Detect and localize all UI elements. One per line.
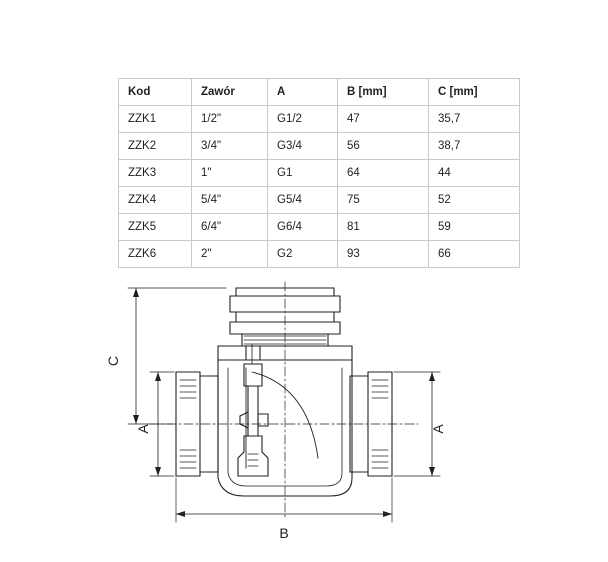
table-row — [119, 214, 520, 241]
cell-zawor: 1" — [192, 160, 268, 187]
cell-c: 66 — [429, 241, 520, 268]
cell-b: 56 — [338, 133, 429, 160]
column-header-kod: Kod — [119, 79, 192, 106]
a-right-arrow-top — [429, 372, 435, 381]
b-arrow-right — [383, 511, 392, 517]
cell-kod: ZZK4 — [119, 187, 192, 214]
disc-lower-lines — [248, 454, 258, 466]
disc-lower-body — [238, 436, 268, 476]
cell-kod: ZZK5 — [119, 214, 192, 241]
cell-c: 35,7 — [429, 106, 520, 133]
column-header-b: B [mm] — [338, 79, 429, 106]
cell-a: G1 — [268, 160, 338, 187]
b-arrow-left — [176, 511, 185, 517]
column-header-zawor: Zawór — [192, 79, 268, 106]
cell-c: 59 — [429, 214, 520, 241]
cell-zawor: 3/4" — [192, 133, 268, 160]
cell-b: 64 — [338, 160, 429, 187]
dimension-b — [176, 478, 392, 522]
cell-b: 47 — [338, 106, 429, 133]
cell-kod: ZZK2 — [119, 133, 192, 160]
hinge-top-block — [244, 364, 262, 386]
label-c: C — [105, 355, 121, 367]
a-left-arrow-bottom — [155, 467, 161, 476]
cell-a: G2 — [268, 241, 338, 268]
table-row — [119, 133, 520, 160]
cell-a: G3/4 — [268, 133, 338, 160]
centerlines — [150, 282, 418, 518]
a-right-arrow-bottom — [429, 467, 435, 476]
cell-kod: ZZK3 — [119, 160, 192, 187]
cell-b: 81 — [338, 214, 429, 241]
c-arrow-bottom — [133, 415, 139, 424]
valve-technical-drawing — [0, 268, 608, 562]
cell-zawor: 6/4" — [192, 214, 268, 241]
disc-stem — [248, 386, 258, 436]
table-row — [119, 106, 520, 133]
a-left-arrow-top — [155, 372, 161, 381]
cell-c: 38,7 — [429, 133, 520, 160]
cell-b: 93 — [338, 241, 429, 268]
c-arrow-top — [133, 288, 139, 297]
label-a-right: A — [430, 424, 446, 434]
column-header-c: C [mm] — [429, 79, 520, 106]
cell-zawor: 1/2" — [192, 106, 268, 133]
cell-kod: ZZK6 — [119, 241, 192, 268]
label-a-left: A — [135, 424, 151, 434]
cell-zawor: 2" — [192, 241, 268, 268]
cell-a: G6/4 — [268, 214, 338, 241]
cell-c: 44 — [429, 160, 520, 187]
disc-wing-left — [240, 412, 248, 428]
cell-zawor: 5/4" — [192, 187, 268, 214]
table-row — [119, 241, 520, 268]
cell-c: 52 — [429, 187, 520, 214]
cell-b: 75 — [338, 187, 429, 214]
specification-table — [118, 78, 520, 268]
table-header-row — [119, 79, 520, 106]
dimension-c — [128, 288, 226, 424]
stem-collar — [246, 346, 260, 360]
label-b: B — [279, 525, 289, 541]
cell-a: G1/2 — [268, 106, 338, 133]
table-row — [119, 160, 520, 187]
cell-a: G5/4 — [268, 187, 338, 214]
table-row — [119, 187, 520, 214]
cell-kod: ZZK1 — [119, 106, 192, 133]
column-header-a: A — [268, 79, 338, 106]
